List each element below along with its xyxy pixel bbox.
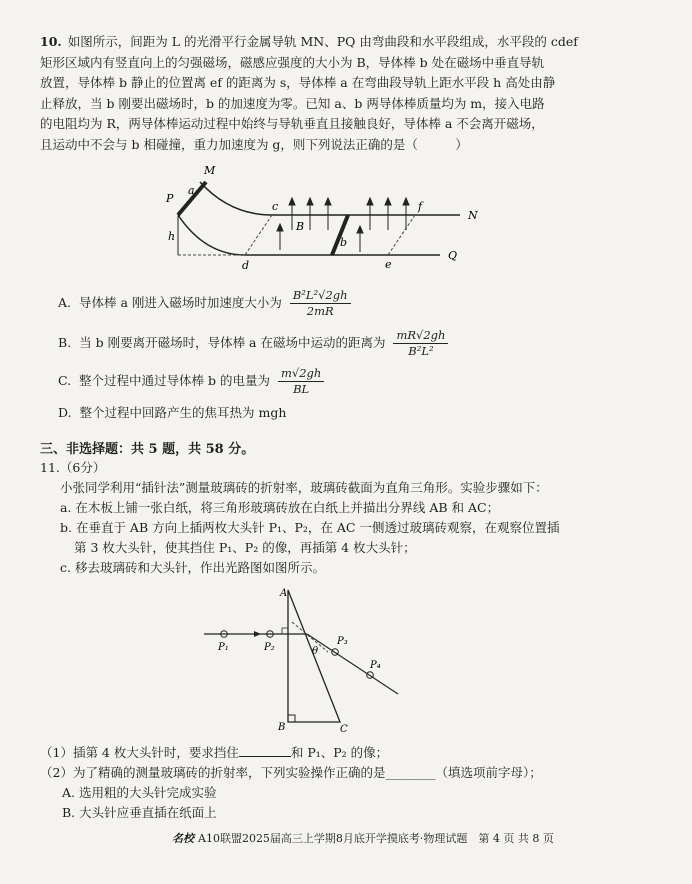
label-e: e xyxy=(385,258,392,271)
label-N: N xyxy=(468,209,478,222)
label-M: M xyxy=(204,164,216,177)
footer-text: A10联盟2025届高三上学期8月底开学摸底考·物理试题 第 4 页 共 8 页 xyxy=(198,832,554,845)
label-B: B xyxy=(296,220,305,233)
q11-option-a: A. 选用粗的大头针完成实验 xyxy=(62,785,217,800)
label-d: d xyxy=(242,259,250,272)
q11-step-c: c. 移去玻璃砖和大头针，作出光路图如图所示。 xyxy=(60,560,325,575)
option-c: C. 整个过程中通过导体棒 b 的电量为 $\frac{m√2gh}{BL}$ xyxy=(58,366,324,397)
label-h: h xyxy=(168,230,176,243)
option-d: D. 整个过程中回路产生的焦耳热为 mgh xyxy=(58,405,287,420)
q10-line-1: 10. 如图所示，间距为 L 的光滑平行金属导轨 MN、PQ 由弯曲段和水平段组成，水平段的 cdef xyxy=(40,34,578,49)
q11-option-b: B. 大头针应垂直插在纸面上 xyxy=(62,805,217,820)
label-A: A xyxy=(280,588,288,599)
label-P4: P₄ xyxy=(370,660,381,671)
label-b: b xyxy=(340,236,348,249)
q10-line-3: 放置，导体棒 b 静止的位置离 ef 的距离为 s，导体棒 a 在弯曲段导轨上距水平段 h 高处由静 xyxy=(40,75,556,90)
question-10 xyxy=(40,32,652,155)
option-a: A. 导体棒 a 刚进入磁场时加速度大小为 $\frac{\text{B²L²√2gh}}{2mR}$ xyxy=(58,288,351,319)
label-c: c xyxy=(272,200,279,213)
prism-diagram xyxy=(200,582,410,734)
label-theta: θ xyxy=(312,646,319,657)
q11-sub-2: （2）为了精确的测量玻璃砖的折射率，下列实验操作正确的是________（填选项前字母）； xyxy=(40,765,542,780)
label-Q: Q xyxy=(448,249,458,262)
q10-line-2: 矩形区域内有竖直向上的匀强磁场，磁感应强度的大小为 B，导体棒 b 处在磁场中垂直导轨 xyxy=(40,54,545,70)
q11-intro: 小张同学利用“插针法”测量玻璃砖的折射率，玻璃砖截面为直角三角形。实验步骤如下： xyxy=(60,480,548,495)
section-3-title: 三、非选择题：共 5 题，共 58 分。 xyxy=(40,442,255,457)
q11-header: 11.（6分） xyxy=(40,460,106,475)
rail-diagram xyxy=(160,160,490,272)
q10-number: 10. xyxy=(40,34,62,49)
label-C: C xyxy=(340,724,348,734)
logo-mark: 名校 xyxy=(172,832,194,845)
q10-line-4: 止释放，当 b 刚要出磁场时，b 的加速度为零。已知 a、b 两导体棒质量均为 m，接入电路 xyxy=(40,95,545,111)
q10-line-5: 的电阻均为 R，两导体棒运动过程中始终与导轨垂直且接触良好，导体棒 a 不会离开磁场， xyxy=(40,116,544,131)
label-B: B xyxy=(278,722,286,733)
q11-step-a: a. 在木板上铺一张白纸，将三角形玻璃砖放在白纸上并描出分界线 AB 和 AC； xyxy=(60,500,500,515)
q11-step-b-2: 第 3 枚大头针，使其挡住 P₁、P₂ 的像，再插第 4 枚大头针； xyxy=(74,540,416,555)
label-P: P xyxy=(166,192,174,205)
label-a: a xyxy=(188,184,195,197)
label-P3: P₃ xyxy=(337,636,348,647)
label-P2: P₂ xyxy=(264,642,275,653)
q10-line-6: 且运动中不会与 b 相碰撞，重力加速度为 g，则下列说法正确的是（ ） xyxy=(40,136,468,152)
option-b: B. 当 b 刚要离开磁场时，导体棒 a 在磁场中运动的距离为 $\frac{mR√2gh}{\text{B²L²}}$ xyxy=(58,328,448,359)
question-11 xyxy=(40,458,660,578)
label-P1: P₁ xyxy=(218,642,229,653)
q11-step-b-1: b. 在垂直于 AB 方向上插两枚大头针 P₁、P₂，在 AC 一侧透过玻璃砖观察，在观察位置插 xyxy=(60,520,560,535)
label-f: f xyxy=(418,200,423,213)
answer-blank-1[interactable] xyxy=(239,744,291,757)
q11-sub-1: （1）插第 4 枚大头针时，要求挡住 和 P₁、P₂ 的像； xyxy=(40,745,389,760)
page-footer xyxy=(172,830,554,846)
